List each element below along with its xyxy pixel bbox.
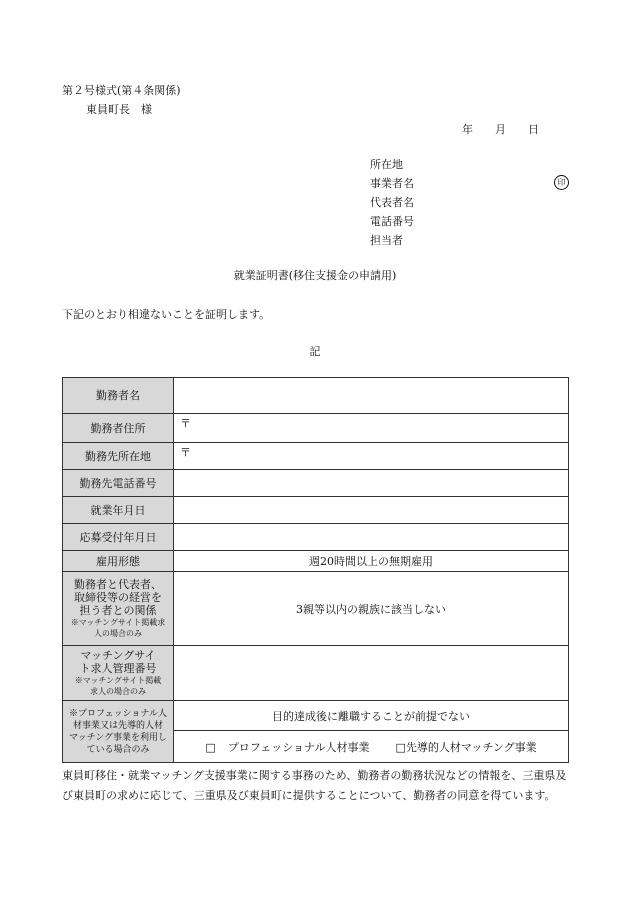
workplace-phone-label: 勤務先電話番号 <box>63 470 174 497</box>
professional-note-cell <box>63 701 174 763</box>
matching-id-label-cell <box>63 646 174 701</box>
issuer-representative-label: 代表者名 <box>370 196 414 209</box>
table-row <box>63 414 569 443</box>
relationship-value: 3親等以内の親族に該当しない <box>174 572 569 646</box>
employment-date-label: 就業年月日 <box>63 497 174 524</box>
table-row <box>63 701 569 731</box>
postal-mark: 〒 <box>180 446 191 459</box>
professional-note: ※プロフェッショナル人材事業又は先導的人材マッチング事業を利用している場合のみ <box>69 708 168 755</box>
table-row <box>63 524 569 551</box>
workplace-address-field[interactable] <box>174 443 569 470</box>
employee-name-field[interactable] <box>174 378 569 414</box>
relationship-label-cell <box>63 572 174 646</box>
issuer-business-name-label: 事業者名 <box>370 177 414 190</box>
employment-type-label: 雇用形態 <box>63 551 174 572</box>
relationship-label: 勤務者と代表者、取締役等の経営を担う者との関係 <box>74 578 162 617</box>
matching-id-note: ※マッチングサイト掲載求人の場合のみ <box>74 676 162 696</box>
form-number: 第２号様式(第４条関係) <box>62 84 181 97</box>
table-row <box>63 551 569 572</box>
date-line: 年 月 日 <box>462 123 539 136</box>
employment-type-value: 週20時間以上の無期雇用 <box>174 551 569 572</box>
addressee: 東員町長 様 <box>86 103 152 116</box>
postal-mark: 〒 <box>180 417 191 430</box>
professional-option-label: プロフェッショナル人材事業 <box>227 740 370 754</box>
table-row <box>63 378 569 414</box>
leading-option-label[interactable]: □先導的人材マッチング事業 <box>395 740 537 754</box>
workplace-phone-field[interactable] <box>174 470 569 497</box>
table-row <box>63 646 569 701</box>
professional-checkbox[interactable]: □ <box>205 740 216 754</box>
consent-text: 東員町移住・就業マッチング支援事業に関する事務のため、勤務者の勤務状況などの情報を、三重県及び東員町の求めに応じて、三重県及び東員町に提供することについて、勤務者の同意を得ています。 <box>62 769 567 802</box>
table-row <box>63 470 569 497</box>
document-title: 就業証明書(移住支援金の申請用) <box>233 269 397 282</box>
employment-date-field[interactable] <box>174 497 569 524</box>
matching-id-field[interactable] <box>174 646 569 701</box>
application-date-field[interactable] <box>174 524 569 551</box>
issuer-contact-label: 担当者 <box>370 234 403 247</box>
seal-mark: 印 <box>554 175 569 190</box>
program-options <box>174 731 569 763</box>
employee-address-label: 勤務者住所 <box>63 414 174 443</box>
table-row <box>63 572 569 646</box>
professional-value: 目的達成後に離職することが前提でない <box>174 701 569 731</box>
workplace-address-label: 勤務先所在地 <box>63 443 174 470</box>
issuer-address-label: 所在地 <box>370 158 403 171</box>
relationship-note: ※マッチングサイト掲載求人の場合のみ <box>70 618 166 638</box>
employee-name-label: 勤務者名 <box>63 378 174 414</box>
application-date-label: 応募受付年月日 <box>63 524 174 551</box>
issuer-phone-label: 電話番号 <box>370 215 414 228</box>
ki-mark: 記 <box>309 345 321 358</box>
employee-address-field[interactable] <box>174 414 569 443</box>
table-row <box>63 497 569 524</box>
certification-statement: 下記のとおり相違ないことを証明します。 <box>62 308 271 321</box>
certificate-table <box>62 377 569 763</box>
matching-id-label: マッチングサイト求人管理番号 <box>79 649 157 675</box>
table-row <box>63 443 569 470</box>
